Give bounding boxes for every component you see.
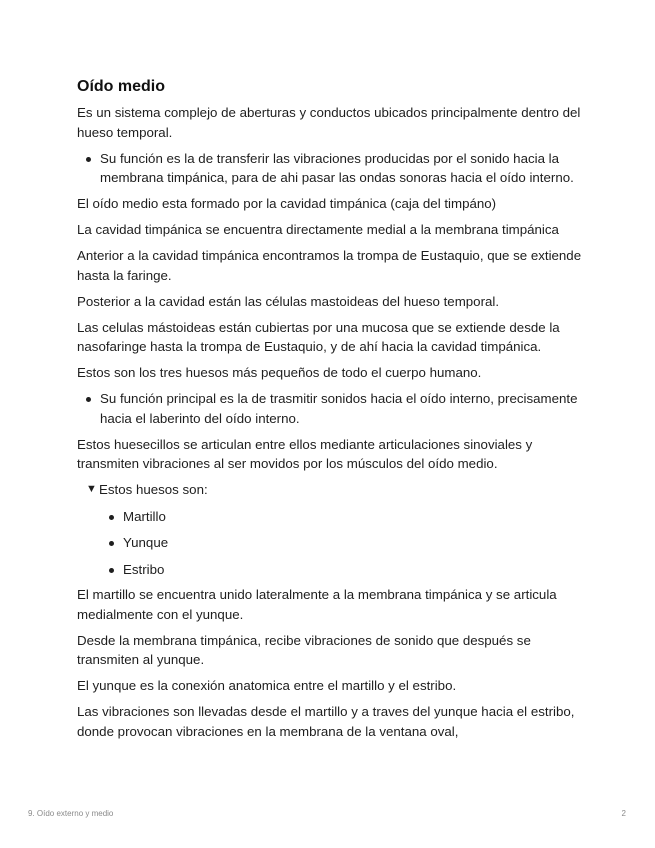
paragraph: El oído medio esta formado por la cavidad timpánica (caja del timpáno) [77, 196, 497, 211]
list-item: Su función principal es la de trasmitir sonidos hacia el oído interno, precisamente hacia el laberinto del oído interno. [100, 389, 582, 428]
section-heading: Oído medio [77, 78, 165, 95]
paragraph: Posterior a la cavidad están las células mastoideas del hueso temporal. [77, 293, 500, 309]
bullet-list [77, 389, 582, 428]
list-item: Su función es la de transferir las vibraciones producidas por el sonido hacia la membrana timpánica, para de ahi pasar las ondas sonoras hacia el oído interno. [100, 149, 582, 188]
body-text [77, 103, 582, 741]
paragraph: Estos huesecillos se articulan entre ellos mediante articulaciones sinoviales y transmiten vibraciones al ser movidos por los músculos del oído medio. [77, 436, 533, 471]
list-item: Martillo [123, 507, 582, 527]
paragraph: Las vibraciones son llevadas desde el martillo y a traves del yunque hacia el estribo, donde provocan vibraciones en la membrana de la ventana oval, [77, 704, 575, 739]
toggle-block [77, 480, 582, 579]
toggle-arrow-icon[interactable]: ▼ [86, 483, 97, 495]
list-item: Yunque [123, 533, 582, 553]
paragraph: Estos son los tres huesos más pequeños de todo el cuerpo humano. [77, 365, 482, 380]
paragraph: Las celulas mástoideas están cubiertas por una mucosa que se extiende desde la nasofaringe hasta la trompa de Eustaquio, y de ahí hacia la cavidad timpánica. [77, 319, 560, 354]
paragraph: Anterior a la cavidad timpánica encontramos la trompa de Eustaquio, que se extiende hasta la faringe. [77, 248, 582, 283]
bones-list [99, 507, 582, 580]
paragraph: El martillo se encuentra unido lateralmente a la membrana timpánica y se articula medialmente con el yunque. [77, 587, 557, 622]
list-item: Estribo [123, 560, 582, 580]
paragraph: La cavidad timpánica se encuentra directamente medial a la membrana timpánica [77, 222, 559, 237]
page-number: 2 [621, 809, 626, 818]
footer-title: 9. Oído externo y medio [28, 809, 114, 818]
paragraph: El yunque es la conexión anatomica entre el martillo y el estribo. [77, 678, 457, 693]
toggle-label[interactable]: Estos huesos son: [99, 482, 208, 497]
paragraph: Es un sistema complejo de aberturas y conductos ubicados principalmente dentro del hueso temporal. [77, 105, 581, 140]
bullet-list [77, 149, 582, 188]
paragraph: Desde la membrana timpánica, recibe vibraciones de sonido que después se transmiten al yunque. [77, 632, 531, 667]
